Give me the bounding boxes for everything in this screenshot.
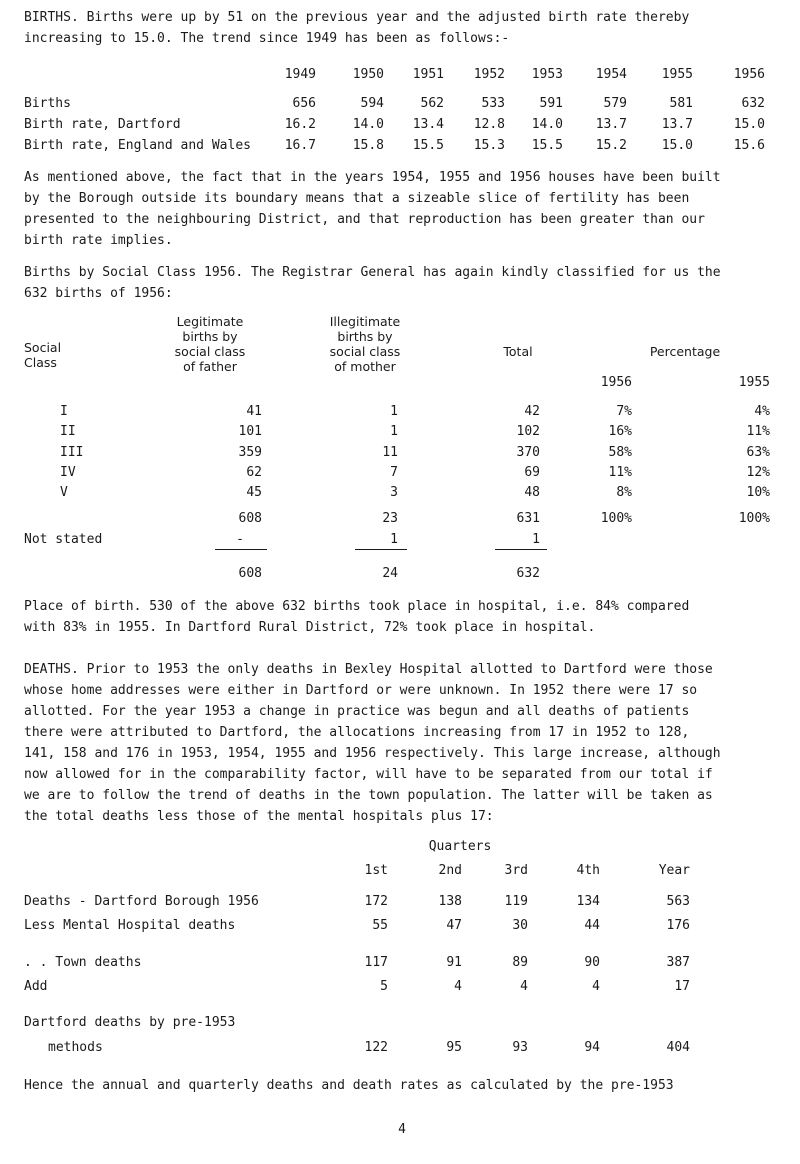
table-cell: 41: [246, 404, 262, 419]
table-cell: 563: [666, 894, 690, 909]
column-header: 1st: [364, 863, 388, 878]
table-cell: 5: [380, 979, 388, 994]
table-cell: 101: [238, 424, 262, 439]
table-cell: 359: [238, 445, 262, 460]
table-cell: 4: [454, 979, 462, 994]
header-line: social class: [329, 344, 401, 359]
table-cell: 15.5: [412, 138, 444, 153]
table-cell: 45: [246, 485, 262, 500]
text-line: 632 births of 1956:: [24, 286, 173, 301]
table-cell: 16%: [608, 424, 632, 439]
year-header: 1956: [733, 67, 765, 82]
table-cell: 4%: [754, 404, 770, 419]
table-cell: 10%: [746, 485, 770, 500]
header-line: of mother: [334, 359, 396, 374]
grand-total-cell: 24: [382, 566, 398, 581]
text-line: with 83% in 1955. In Dartford Rural District, 72% took place in hospital.: [24, 620, 596, 635]
table-cell: 14.0: [352, 117, 384, 132]
text-line: increasing to 15.0. The trend since 1949 has been as follows:-: [24, 31, 510, 46]
grand-total-cell: 608: [238, 566, 262, 581]
deaths-paragraph: [24, 659, 784, 827]
closing-paragraph: [24, 1075, 784, 1096]
table-cell: 13.4: [412, 117, 444, 132]
total-rule: [355, 549, 407, 550]
table-cell: 47: [446, 918, 462, 933]
subtotal-cell: 100%: [738, 511, 770, 526]
table-cell: 15.5: [531, 138, 563, 153]
table-cell: 172: [364, 894, 388, 909]
table-cell: 94: [584, 1040, 600, 1055]
table-cell: 7: [390, 465, 398, 480]
table-cell: 138: [438, 894, 462, 909]
table-cell: 15.3: [473, 138, 505, 153]
year-header: 1954: [595, 67, 627, 82]
table-cell: 17: [674, 979, 690, 994]
row-label: methods: [48, 1040, 103, 1055]
table-cell: 13.7: [661, 117, 693, 132]
table-cell: 11%: [746, 424, 770, 439]
text-line: by the Borough outside its boundary means that a sizeable slice of fertility has been: [24, 191, 690, 206]
table-cell: -: [236, 532, 244, 547]
subtotal-cell: 100%: [600, 511, 632, 526]
year-header: 1953: [531, 67, 563, 82]
table-cell: 90: [584, 955, 600, 970]
text-line: we are to follow the trend of deaths in the town population. The latter will be taken as: [24, 788, 713, 803]
header-legitimate: [150, 314, 270, 374]
table-cell: 176: [666, 918, 690, 933]
table-cell: 93: [512, 1040, 528, 1055]
text-line: whose home addresses were either in Dartford or were unknown. In 1952 there were 17 so: [24, 683, 698, 698]
text-line: allotted. For the year 1953 a change in practice was begun and all deaths of patients: [24, 704, 690, 719]
header-illegitimate: [305, 314, 425, 374]
table-cell: 69: [524, 465, 540, 480]
year-header: 1952: [473, 67, 505, 82]
table-cell: 7%: [616, 404, 632, 419]
row-label: Deaths - Dartford Borough 1956: [24, 894, 259, 909]
table-cell: 11%: [608, 465, 632, 480]
table-cell: 656: [292, 96, 316, 111]
place-of-birth-paragraph: [24, 596, 784, 638]
header-line: social class: [174, 344, 246, 359]
total-rule: [215, 549, 267, 550]
row-label: Add: [24, 979, 48, 994]
header-total: Total: [503, 344, 533, 359]
table-cell: 119: [504, 894, 528, 909]
table-cell: 1: [390, 424, 398, 439]
column-header: Year: [658, 863, 690, 878]
table-cell: 42: [524, 404, 540, 419]
table-cell: 15.8: [352, 138, 384, 153]
table-cell: 404: [666, 1040, 690, 1055]
table-cell: 102: [516, 424, 540, 439]
fertility-paragraph: [24, 167, 784, 251]
quarters-header: Quarters: [428, 839, 492, 854]
header-pct-1956: 1956: [600, 375, 632, 390]
header-pct-1955: 1955: [738, 375, 770, 390]
table-cell: 581: [669, 96, 693, 111]
text-line: presented to the neighbouring District, and that reproduction has been greater than our: [24, 212, 705, 227]
table-cell: 15.6: [733, 138, 765, 153]
header-line: of father: [183, 359, 237, 374]
header-line: Class: [24, 355, 57, 370]
table-cell: 16.7: [284, 138, 316, 153]
text-line: 141, 158 and 176 in 1953, 1954, 1955 and 1956 respectively. This large increase, although: [24, 746, 721, 761]
subtotal-cell: 631: [516, 511, 540, 526]
table-cell: 1: [390, 404, 398, 419]
table-cell: 55: [372, 918, 388, 933]
table-cell: 1: [532, 532, 540, 547]
table-cell: 16.2: [284, 117, 316, 132]
column-header: 2nd: [438, 863, 462, 878]
births-intro-paragraph: [24, 7, 784, 49]
column-header: 4th: [576, 863, 600, 878]
class-cell: IV: [60, 465, 76, 480]
table-cell: 3: [390, 485, 398, 500]
table-cell: 579: [603, 96, 627, 111]
header-line: births by: [182, 329, 238, 344]
table-cell: 533: [481, 96, 505, 111]
table-cell: 11: [382, 445, 398, 460]
table-cell: 4: [592, 979, 600, 994]
row-label: Birth rate, Dartford: [24, 117, 181, 132]
table-cell: 8%: [616, 485, 632, 500]
subtotal-cell: 608: [238, 511, 262, 526]
table-cell: 15.0: [661, 138, 693, 153]
row-label: . . Town deaths: [24, 955, 142, 970]
column-header: 3rd: [504, 863, 528, 878]
header-social-class: [24, 340, 61, 370]
grand-total-cell: 632: [516, 566, 540, 581]
table-cell: 117: [364, 955, 388, 970]
row-label: Less Mental Hospital deaths: [24, 918, 236, 933]
row-label: Births: [24, 96, 71, 111]
table-cell: 30: [512, 918, 528, 933]
header-line: Social: [24, 340, 62, 355]
table-cell: 62: [246, 465, 262, 480]
table-cell: 58%: [608, 445, 632, 460]
text-line: DEATHS. Prior to 1953 the only deaths in Bexley Hospital allotted to Dartford were those: [24, 662, 713, 677]
table-cell: 95: [446, 1040, 462, 1055]
class-cell: I: [60, 404, 68, 419]
text-line: Hence the annual and quarterly deaths and death rates as calculated by the pre-1953: [24, 1078, 674, 1093]
table-cell: 594: [360, 96, 384, 111]
table-cell: 134: [576, 894, 600, 909]
table-cell: 15.0: [733, 117, 765, 132]
table-cell: 14.0: [531, 117, 563, 132]
table-cell: 12.8: [473, 117, 505, 132]
year-header: 1950: [352, 67, 384, 82]
text-line: Births by Social Class 1956. The Registrar General has again kindly classified for us the: [24, 265, 721, 280]
year-header: 1949: [284, 67, 316, 82]
table-cell: 4: [520, 979, 528, 994]
text-line: birth rate implies.: [24, 233, 173, 248]
subtotal-cell: 23: [382, 511, 398, 526]
header-line: Illegitimate: [329, 314, 401, 329]
table-cell: 91: [446, 955, 462, 970]
table-cell: 632: [741, 96, 765, 111]
table-cell: 1: [390, 532, 398, 547]
class-cell: II: [60, 424, 76, 439]
text-line: there were attributed to Dartford, the allocations increasing from 17 in 1952 to 128,: [24, 725, 690, 740]
class-cell: III: [60, 445, 84, 460]
table-cell: 63%: [746, 445, 770, 460]
social-class-paragraph: [24, 262, 784, 304]
class-cell: V: [60, 485, 68, 500]
text-line: the total deaths less those of the mental hospitals plus 17:: [24, 809, 494, 824]
text-line: now allowed for in the comparability factor, will have to be separated from our total if: [24, 767, 713, 782]
year-header: 1955: [661, 67, 693, 82]
table-cell: 370: [516, 445, 540, 460]
text-line: Place of birth. 530 of the above 632 births took place in hospital, i.e. 84% compared: [24, 599, 690, 614]
row-label: Dartford deaths by pre-1953: [24, 1015, 236, 1030]
table-cell: 44: [584, 918, 600, 933]
table-cell: 15.2: [595, 138, 627, 153]
header-line: births by: [337, 329, 393, 344]
year-header: 1951: [412, 67, 444, 82]
total-rule: [495, 549, 547, 550]
table-cell: 89: [512, 955, 528, 970]
text-line: As mentioned above, the fact that in the years 1954, 1955 and 1956 houses have been built: [24, 170, 721, 185]
header-line: Legitimate: [176, 314, 244, 329]
page-number: 4: [398, 1122, 406, 1137]
class-cell: Not stated: [24, 532, 103, 547]
header-percentage: Percentage: [649, 344, 721, 359]
table-cell: 562: [420, 96, 444, 111]
table-cell: 591: [539, 96, 563, 111]
table-cell: 48: [524, 485, 540, 500]
table-cell: 13.7: [595, 117, 627, 132]
row-label: Birth rate, England and Wales: [24, 138, 251, 153]
table-cell: 12%: [746, 465, 770, 480]
table-cell: 387: [666, 955, 690, 970]
text-line: BIRTHS. Births were up by 51 on the previous year and the adjusted birth rate thereby: [24, 10, 690, 25]
table-cell: 122: [364, 1040, 388, 1055]
